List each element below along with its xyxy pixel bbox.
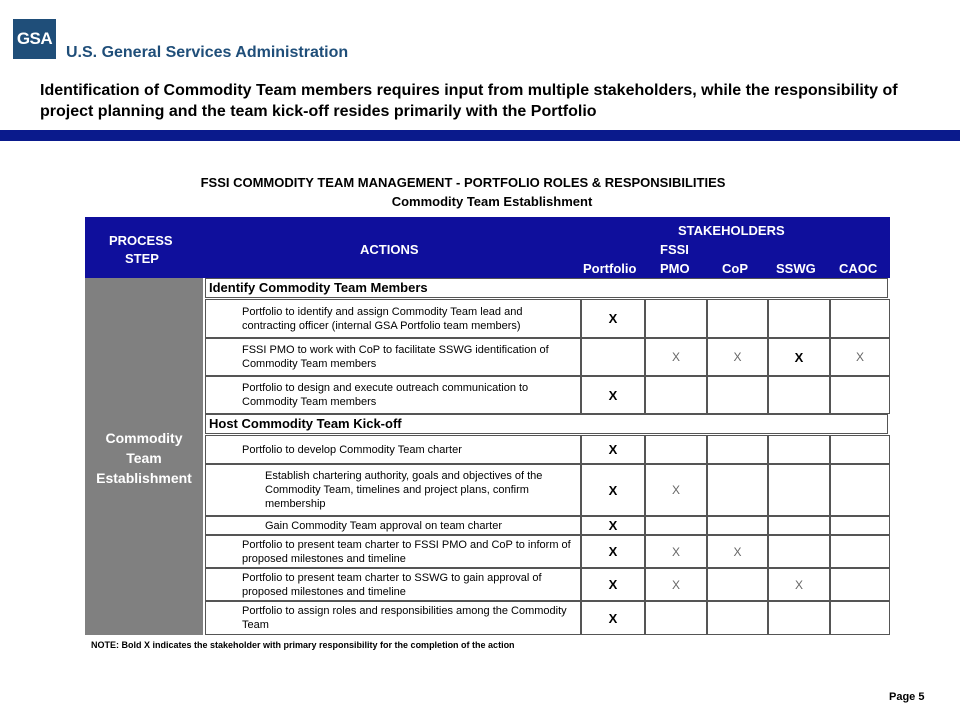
action-cell: Portfolio to assign roles and responsibilities among the Commodity Team [205, 601, 581, 635]
stakeholder-mark-portfolio: X [581, 376, 645, 414]
table-row [205, 516, 890, 535]
stakeholder-mark-portfolio: X [581, 516, 645, 535]
stakeholder-mark-pmo [645, 435, 707, 464]
stakeholder-mark-caoc [830, 568, 890, 601]
stakeholder-mark-cop: X [707, 338, 768, 376]
table-note: NOTE: Bold X indicates the stakeholder with primary responsibility for the completion of the action [91, 640, 515, 650]
action-cell: FSSI PMO to work with CoP to facilitate SSWG identification of Commodity Team members [205, 338, 581, 376]
stakeholder-mark-pmo [645, 376, 707, 414]
header-col-sswg: SSWG [776, 261, 816, 276]
table-row [205, 338, 890, 376]
page-number: Page 5 [889, 691, 925, 703]
stakeholder-mark-sswg [768, 464, 830, 516]
header-col-caoc: CAOC [839, 261, 878, 276]
table-subtitle: Commodity Team Establishment [391, 194, 593, 209]
stakeholder-mark-cop [707, 435, 768, 464]
stakeholder-mark-cop [707, 299, 768, 338]
stakeholder-mark-sswg [768, 535, 830, 568]
header-fssi: FSSI [660, 242, 689, 257]
roles-table [85, 217, 890, 635]
stakeholder-mark-sswg [768, 376, 830, 414]
header-process: PROCESS [109, 233, 173, 248]
action-cell: Establish chartering authority, goals and objectives of the Commodity Team, timelines and project plans, confirm membership [205, 464, 581, 516]
stakeholder-mark-pmo: X [645, 338, 707, 376]
stakeholder-mark-cop [707, 516, 768, 535]
stakeholder-mark-cop [707, 464, 768, 516]
table-header [85, 217, 890, 278]
process-step-line-2: Team [126, 450, 162, 466]
header-actions: ACTIONS [360, 242, 419, 257]
stakeholder-mark-portfolio: X [581, 535, 645, 568]
action-cell: Portfolio to develop Commodity Team charter [205, 435, 581, 464]
stakeholder-mark-sswg [768, 516, 830, 535]
header-stakeholders: STAKEHOLDERS [678, 223, 785, 238]
table-row [205, 568, 890, 601]
stakeholder-mark-caoc [830, 535, 890, 568]
stakeholder-mark-cop [707, 601, 768, 635]
stakeholder-mark-caoc [830, 376, 890, 414]
stakeholder-mark-caoc [830, 435, 890, 464]
stakeholder-mark-portfolio: X [581, 435, 645, 464]
stakeholder-mark-sswg: X [768, 338, 830, 376]
gsa-logo: GSA [13, 19, 56, 59]
stakeholder-mark-caoc: X [830, 338, 890, 376]
stakeholder-mark-pmo [645, 516, 707, 535]
header-divider-band [0, 130, 960, 141]
stakeholder-mark-pmo: X [645, 568, 707, 601]
process-step-line-1: Commodity [105, 430, 183, 446]
stakeholder-mark-cop: X [707, 535, 768, 568]
header-step: STEP [125, 251, 159, 266]
process-step-cell [85, 278, 203, 635]
stakeholder-mark-portfolio: X [581, 568, 645, 601]
stakeholder-mark-cop [707, 376, 768, 414]
table-row [205, 601, 890, 635]
action-cell: Portfolio to identify and assign Commodity Team lead and contracting officer (internal GSA Portfolio team members) [205, 299, 581, 338]
table-row [205, 535, 890, 568]
stakeholder-mark-portfolio: X [581, 464, 645, 516]
action-cell: Portfolio to present team charter to FSSI PMO and CoP to inform of proposed milestones and timeline [205, 535, 581, 568]
header-col-portfolio: Portfolio [583, 261, 637, 276]
action-cell: Portfolio to present team charter to SSWG to gain approval of proposed milestones and timeline [205, 568, 581, 601]
table-row [205, 464, 890, 516]
stakeholder-mark-cop [707, 568, 768, 601]
stakeholder-mark-caoc [830, 299, 890, 338]
stakeholder-mark-portfolio: X [581, 299, 645, 338]
header-col-cop: CoP [722, 261, 748, 276]
stakeholder-mark-sswg [768, 299, 830, 338]
stakeholder-mark-caoc [830, 516, 890, 535]
table-title: FSSI COMMODITY TEAM MANAGEMENT - PORTFOLIO ROLES & RESPONSIBILITIES [200, 175, 726, 190]
stakeholder-mark-caoc [830, 601, 890, 635]
action-cell: Gain Commodity Team approval on team charter [205, 516, 581, 535]
header-col-pmo: PMO [660, 261, 690, 276]
stakeholder-mark-caoc [830, 464, 890, 516]
stakeholder-mark-pmo [645, 299, 707, 338]
stakeholder-mark-pmo: X [645, 535, 707, 568]
section-kickoff: Host Commodity Team Kick-off [205, 414, 888, 434]
slide-headline: Identification of Commodity Team members requires input from multiple stakeholders, while the responsibility of project planning and the team kick-off resides primarily with the Portfolio [40, 82, 898, 120]
action-cell: Portfolio to design and execute outreach communication to Commodity Team members [205, 376, 581, 414]
stakeholder-mark-portfolio [581, 338, 645, 376]
stakeholder-mark-sswg [768, 435, 830, 464]
stakeholder-mark-pmo [645, 601, 707, 635]
table-row [205, 299, 890, 338]
table-row [205, 435, 890, 464]
agency-name: U.S. General Services Administration [66, 44, 349, 61]
stakeholder-mark-sswg: X [768, 568, 830, 601]
section-identify: Identify Commodity Team Members [205, 278, 888, 298]
stakeholder-mark-portfolio: X [581, 601, 645, 635]
process-step-line-3: Establishment [96, 470, 192, 486]
stakeholder-mark-sswg [768, 601, 830, 635]
stakeholder-mark-pmo: X [645, 464, 707, 516]
table-row [205, 376, 890, 414]
